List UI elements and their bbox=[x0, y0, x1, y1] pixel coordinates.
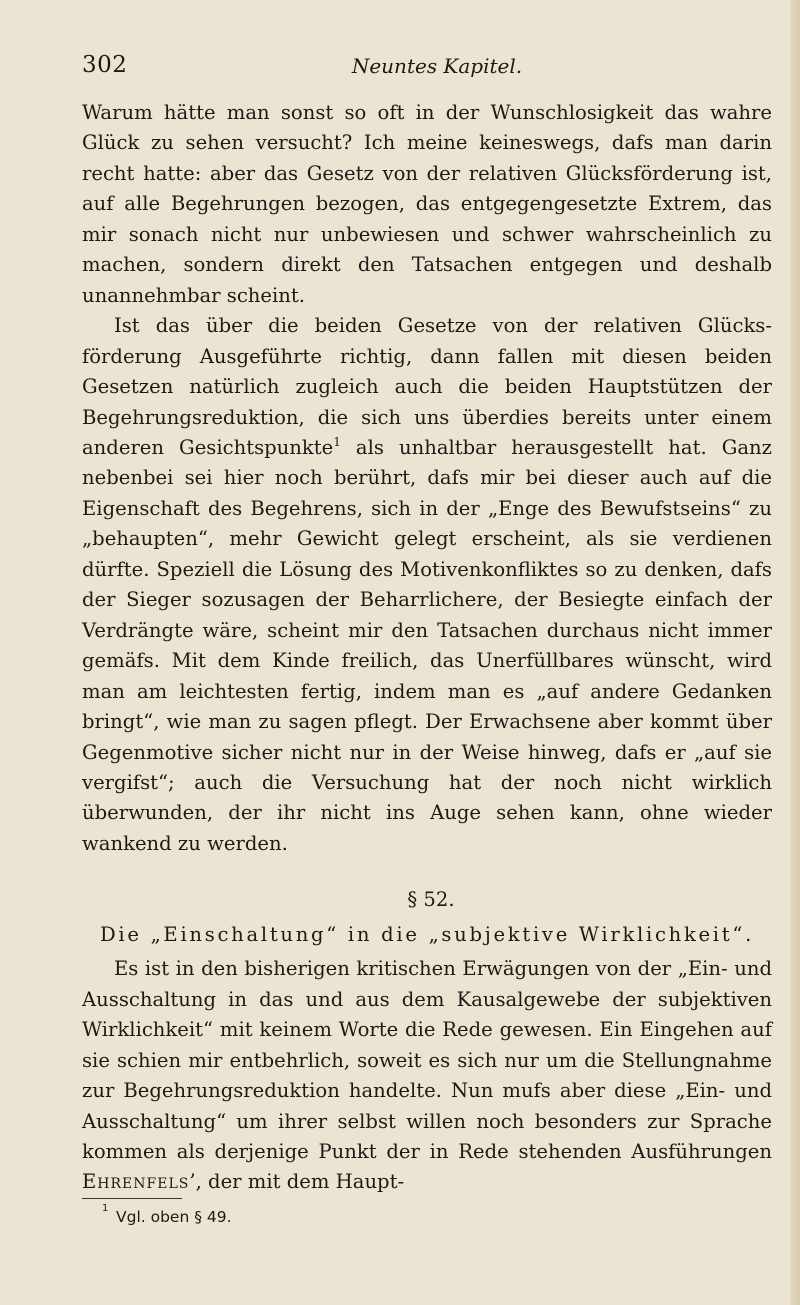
paragraph-3 bbox=[82, 954, 772, 1198]
paragraph-2 bbox=[82, 311, 772, 859]
body-text bbox=[82, 98, 772, 1198]
footnote-rule bbox=[82, 1198, 182, 1199]
paragraph-1: Warum hätte man sonst so oft in der Wunschlosigkeit das wahre Glück zu sehen versucht? Ich meine keineswegs, dafs man darin recht hatte: aber das Gesetz von der relativen Glücksförderung ist, auf alle Begehrungen bezogen, das entgegengesetzte Extrem, das mir sonach nicht nur unbewiesen und schwer wahrscheinlich zu machen, sondern direkt den Tatsachen entgegen und deshalb unannehmbar scheint. bbox=[82, 101, 772, 307]
paragraph-2-part-b: als unhaltbar herausgestellt hat. Ganz nebenbei sei hier noch berührt, dafs mir bei dieser auch auf die Eigenschaft des Begehrens, sich in der „Enge des Bewufstseins“ zu „behaupten“, mehr Gewicht gelegt erscheint, als sie verdienen dürfte. Speziell die Lösung des Motivenkonfliktes so zu denken, dafs der Sieger sozusagen der Beharrlichere, der Besiegte einfach der Verdrängte wäre, scheint mir den Tatsachen durchaus nicht immer gemäfs. Mit dem Kinde freilich, das Unerfüllbares wünscht, wird man am leichtesten fertig, indem man es „auf andere Gedanken bringt“, wie man zu sagen pflegt. Der Erwachsene aber kommt über Gegenmotive sicher nicht nur in der Weise hinweg, dafs er „auf sie vergifst“; auch die Versuchung hat der noch nicht wirklich überwunden, der ihr nicht ins Auge sehen kann, ohne wieder wankend zu werden. bbox=[82, 435, 772, 855]
paragraph-3-part-b: ’, der mit dem Haupt- bbox=[189, 1170, 405, 1194]
section-number: § 52. bbox=[407, 888, 455, 912]
section-title: Die „Einschaltung“ in die „subjektive Wirklichkeit“. bbox=[99, 922, 754, 946]
paragraph-3-part-a: Es ist in den bisherigen kritischen Erwägungen von der „Ein- und Ausschaltung in das und aus dem Kausalgewebe der subjektiven Wirklichkeit“ mit keinem Worte die Rede gewesen. Ein Eingehen auf sie schien mir entbehrlich, soweit es sich nur um die Stellungnahme zur Begehrungsreduktion handelte. Nun mufs aber diese „Ein- und Ausschaltung“ um ihrer selbst willen noch besonders zur Sprache kommen als derjenige Punkt der in Rede stehenden Ausführungen bbox=[82, 957, 772, 1163]
author-name: Ehrenfels bbox=[82, 1170, 190, 1194]
paragraph-2-part-a: Ist das über die beiden Gesetze von der relativen Glücksförderung Ausgeführte richtig, dann fallen mit diesen beiden Gesetzen natürlich zugleich auch die beiden Hauptstützen der Begehrungsreduktion, die sich uns überdies bereits unter einem anderen Gesichtspunkte bbox=[82, 314, 772, 459]
page-number: 302 bbox=[82, 52, 128, 78]
footnote-text: Vgl. oben § 49. bbox=[116, 1208, 232, 1226]
running-head: Neuntes Kapitel. bbox=[351, 54, 523, 78]
page-header bbox=[82, 52, 772, 84]
footnote bbox=[82, 1203, 232, 1226]
footnote-mark: 1 bbox=[102, 1203, 109, 1214]
page-edge-shadow bbox=[790, 0, 800, 1305]
footnote-reference: 1 bbox=[333, 434, 341, 449]
